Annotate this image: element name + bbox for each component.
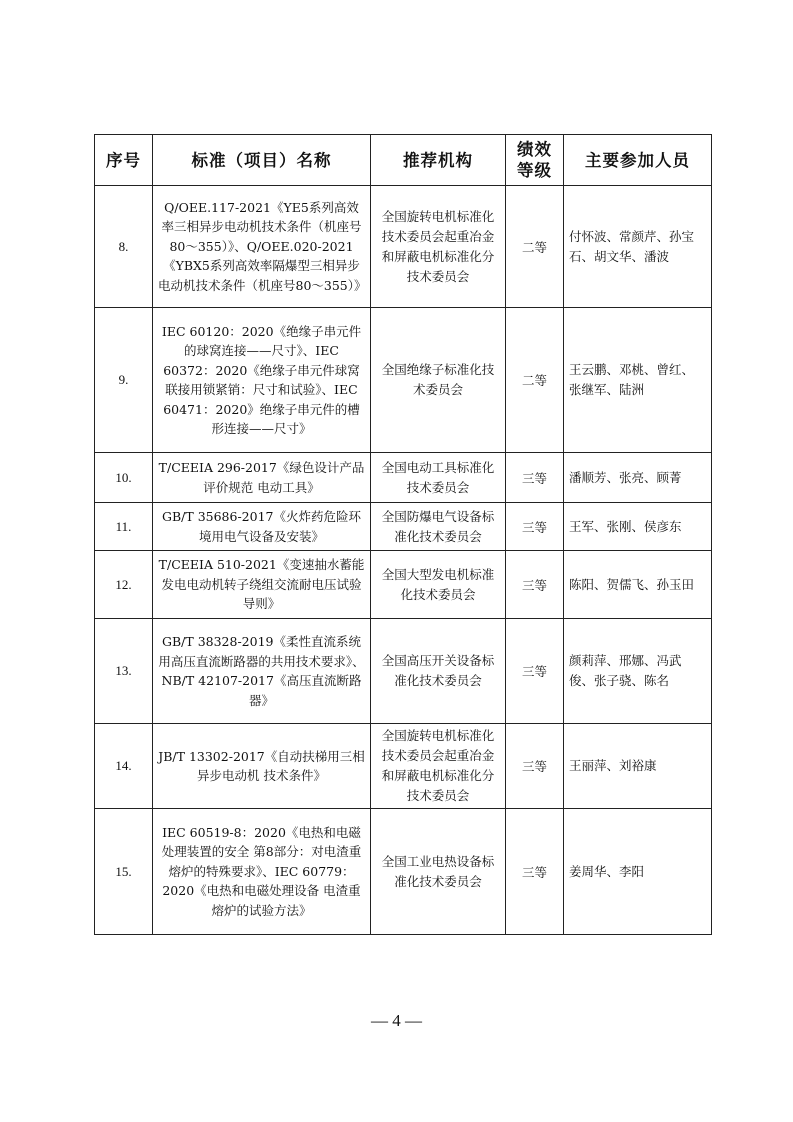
row-people: 王云鹏、邓桃、曾红、张继军、陆洲 bbox=[564, 308, 712, 453]
row-standard-name: JB/T 13302-2017《自动扶梯用三相异步电动机 技术条件》 bbox=[153, 724, 371, 809]
row-grade: 三等 bbox=[506, 551, 564, 619]
table-row bbox=[95, 724, 712, 809]
row-people: 王丽萍、刘裕康 bbox=[564, 724, 712, 809]
row-people: 陈阳、贺儒飞、孙玉田 bbox=[564, 551, 712, 619]
header-seq: 序号 bbox=[95, 135, 153, 186]
row-seq: 11. bbox=[95, 503, 153, 551]
row-seq: 14. bbox=[95, 724, 153, 809]
awards-table bbox=[94, 134, 712, 935]
table-row bbox=[95, 809, 712, 935]
row-standard-name: Q/OEE.117-2021《YE5系列高效率三相异步电动机技术条件（机座号80～355）》、Q/OEE.020-2021《YBX5系列高效率隔爆型三相异步电动机技术条件（机座号80～355）》 bbox=[153, 186, 371, 308]
row-seq: 15. bbox=[95, 809, 153, 935]
row-org: 全国高压开关设备标准化技术委员会 bbox=[371, 619, 506, 724]
row-org: 全国防爆电气设备标准化技术委员会 bbox=[371, 503, 506, 551]
row-people: 潘顺芳、张亮、顾菁 bbox=[564, 453, 712, 503]
row-standard-name: IEC 60519-8：2020《电热和电磁处理装置的安全 第8部分：对电渣重熔炉的特殊要求》、IEC 60779：2020《电热和电磁处理设备 电渣重熔炉的试验方法》 bbox=[153, 809, 371, 935]
row-people: 付怀波、常颜芹、孙宝石、胡文华、潘波 bbox=[564, 186, 712, 308]
row-people: 颜莉萍、邢娜、冯武俊、张子骁、陈名 bbox=[564, 619, 712, 724]
row-people: 姜周华、李阳 bbox=[564, 809, 712, 935]
header-grade: 绩效等级 bbox=[506, 135, 564, 186]
row-seq: 8. bbox=[95, 186, 153, 308]
row-standard-name: IEC 60120：2020《绝缘子串元件的球窝连接——尺寸》、IEC 60372：2020《绝缘子串元件球窝联接用锁紧销：尺寸和试验》、IEC 60471：2020》绝缘子串元件的槽形连接——尺寸》 bbox=[153, 308, 371, 453]
row-people: 王军、张刚、侯彦东 bbox=[564, 503, 712, 551]
row-org: 全国工业电热设备标准化技术委员会 bbox=[371, 809, 506, 935]
row-org: 全国旋转电机标准化技术委员会起重冶金和屏蔽电机标准化分技术委员会 bbox=[371, 186, 506, 308]
table-row bbox=[95, 308, 712, 453]
table-row bbox=[95, 453, 712, 503]
row-standard-name: GB/T 35686-2017《火炸药危险环境用电气设备及安装》 bbox=[153, 503, 371, 551]
table-row bbox=[95, 503, 712, 551]
header-people: 主要参加人员 bbox=[564, 135, 712, 186]
table-header-row bbox=[95, 135, 712, 186]
row-grade: 三等 bbox=[506, 724, 564, 809]
page-number: — 4 — bbox=[371, 1011, 422, 1030]
row-standard-name: GB/T 38328-2019《柔性直流系统用高压直流断路器的共用技术要求》、NB/T 42107-2017《高压直流断路器》 bbox=[153, 619, 371, 724]
row-standard-name: T/CEEIA 510-2021《变速抽水蓄能发电电动机转子绕组交流耐电压试验导则》 bbox=[153, 551, 371, 619]
row-org: 全国大型发电机标准化技术委员会 bbox=[371, 551, 506, 619]
row-grade: 三等 bbox=[506, 619, 564, 724]
table-row bbox=[95, 551, 712, 619]
row-seq: 10. bbox=[95, 453, 153, 503]
row-seq: 9. bbox=[95, 308, 153, 453]
header-name: 标准（项目）名称 bbox=[153, 135, 371, 186]
header-org: 推荐机构 bbox=[371, 135, 506, 186]
row-standard-name: T/CEEIA 296-2017《绿色设计产品评价规范 电动工具》 bbox=[153, 453, 371, 503]
table-row bbox=[95, 619, 712, 724]
table-row bbox=[95, 186, 712, 308]
row-grade: 三等 bbox=[506, 809, 564, 935]
row-grade: 二等 bbox=[506, 186, 564, 308]
row-grade: 二等 bbox=[506, 308, 564, 453]
row-org: 全国旋转电机标准化技术委员会起重冶金和屏蔽电机标准化分技术委员会 bbox=[371, 724, 506, 809]
row-seq: 12. bbox=[95, 551, 153, 619]
row-grade: 三等 bbox=[506, 503, 564, 551]
row-org: 全国绝缘子标准化技术委员会 bbox=[371, 308, 506, 453]
row-org: 全国电动工具标准化技术委员会 bbox=[371, 453, 506, 503]
row-seq: 13. bbox=[95, 619, 153, 724]
row-grade: 三等 bbox=[506, 453, 564, 503]
